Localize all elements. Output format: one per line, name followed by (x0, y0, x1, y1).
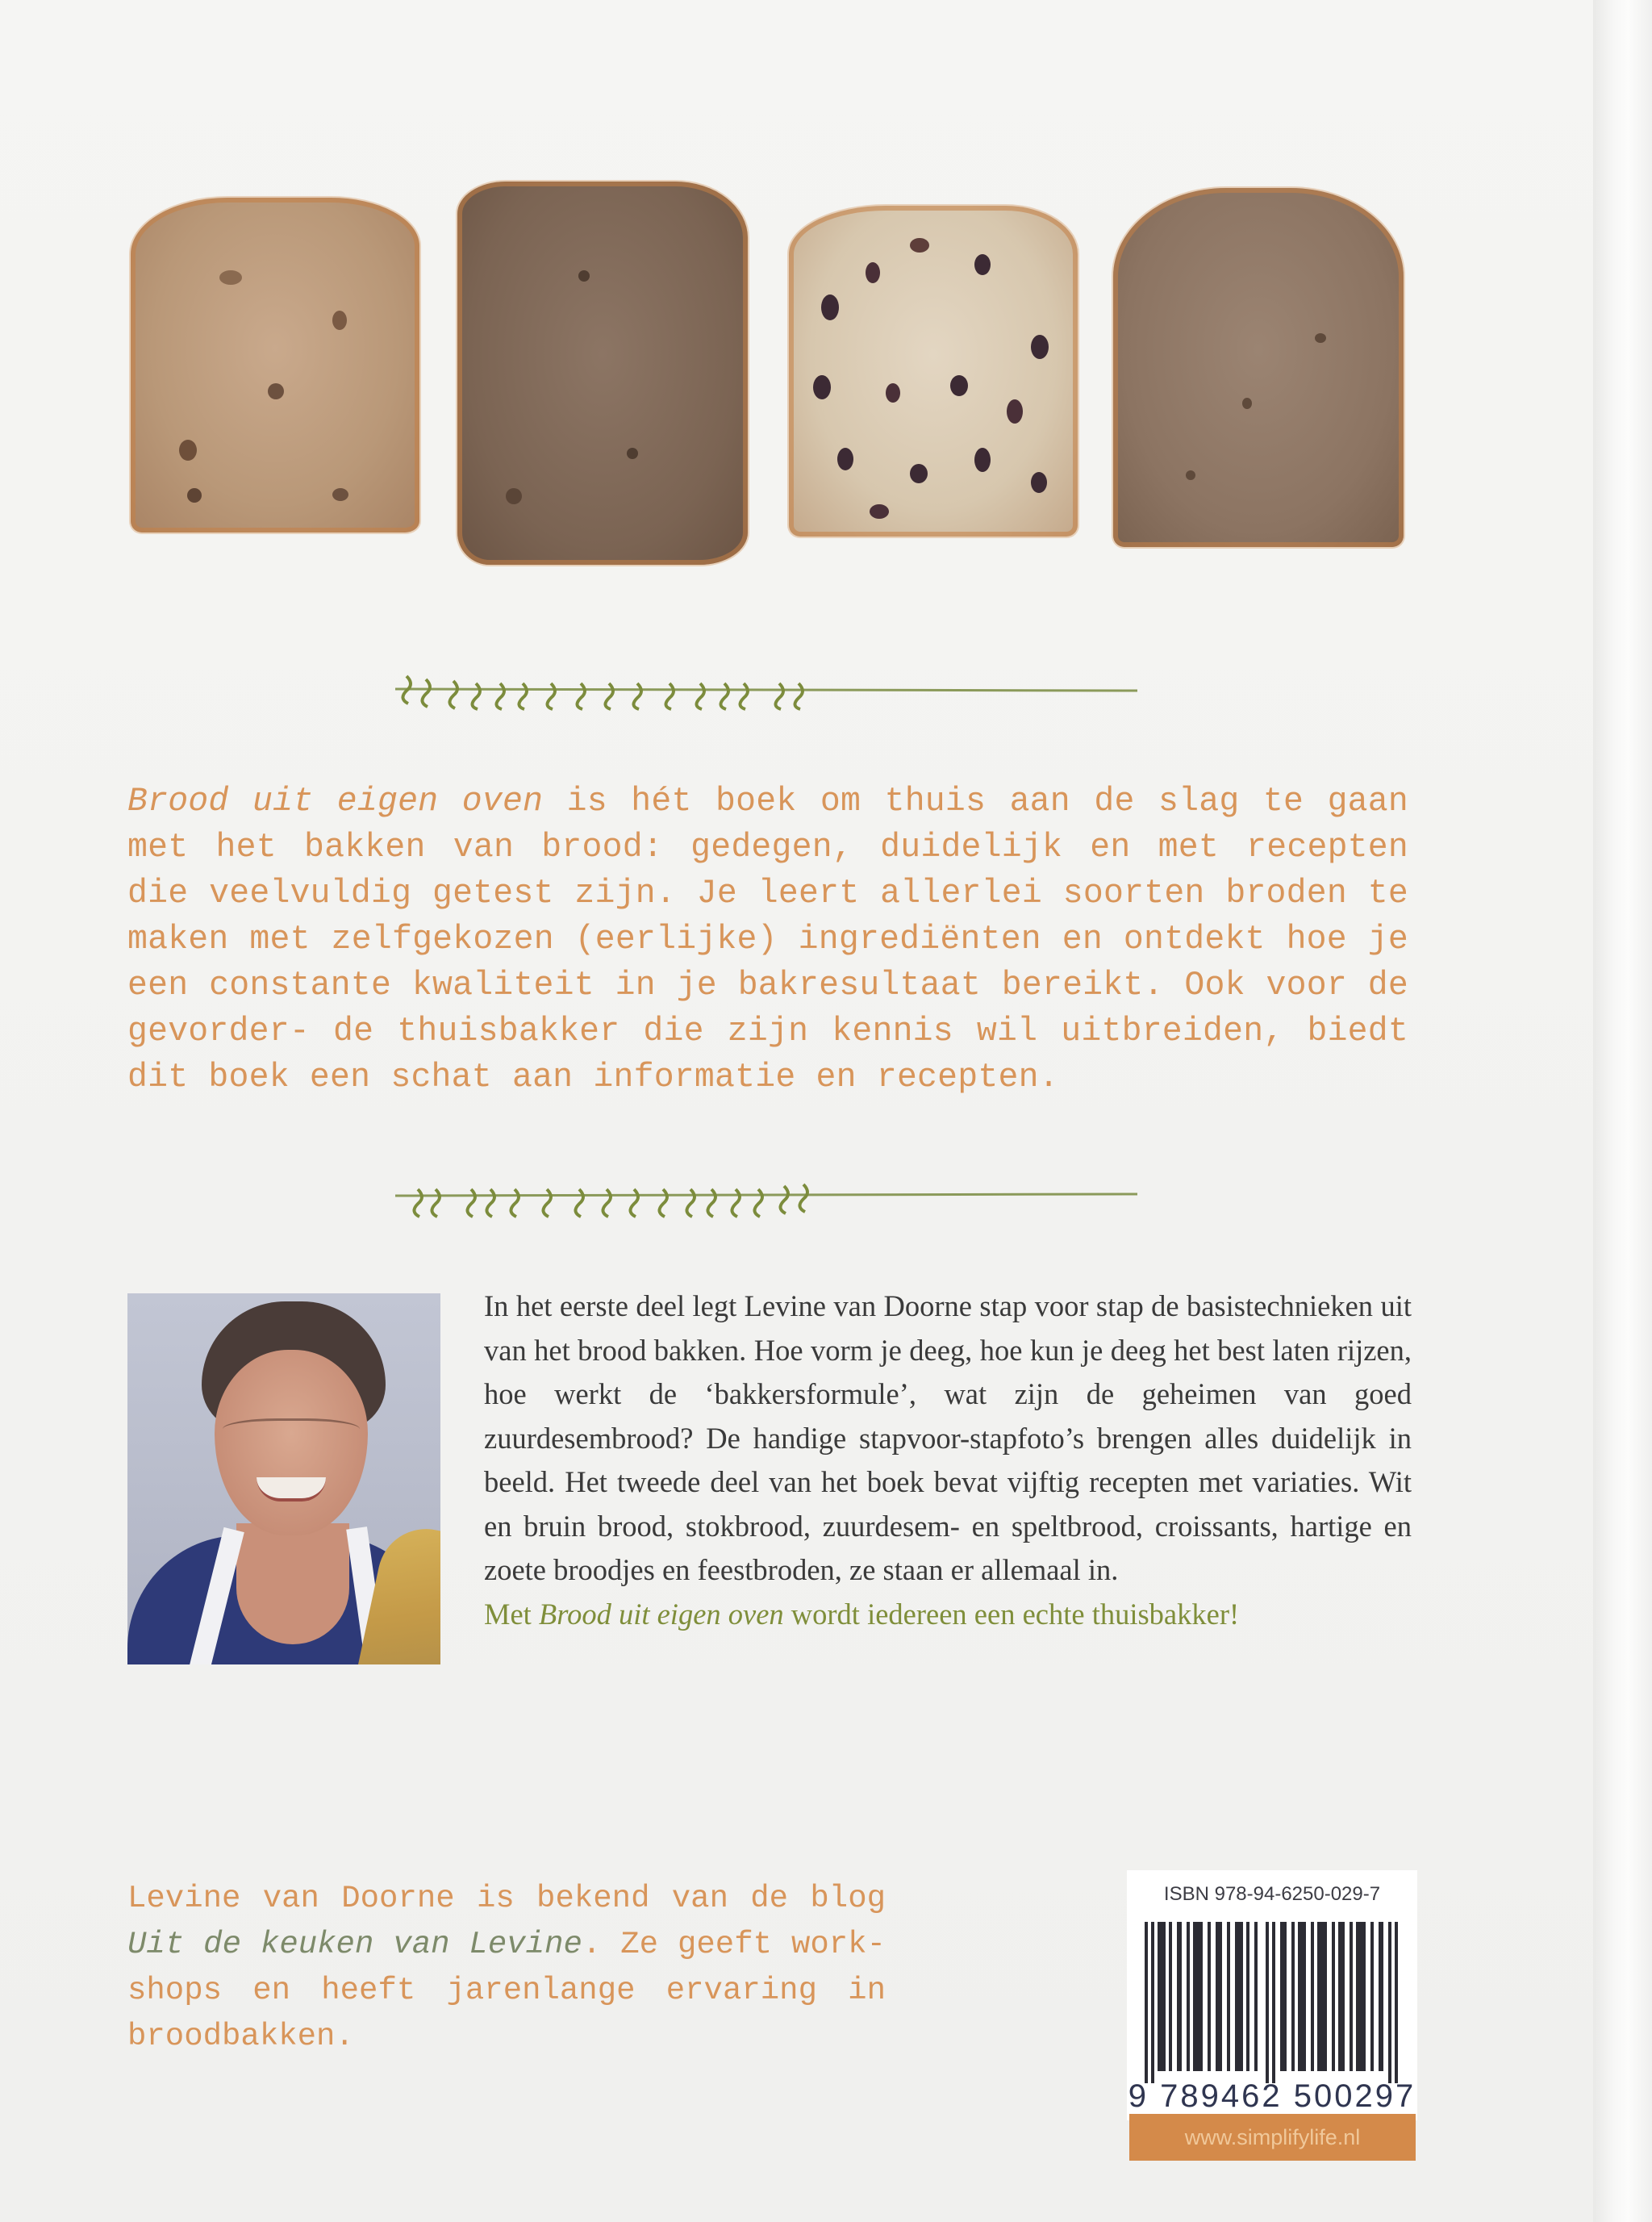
bread-slice-dark-brown (457, 182, 748, 565)
stitched-divider-top (395, 663, 1137, 712)
publisher-url: www.simplifylife.nl (1129, 2114, 1416, 2161)
barcode-digits: 9 789462 500297 (1128, 2078, 1416, 2114)
blog-name: Uit de keuken van Levine (127, 1927, 582, 1962)
intro-book-title: Brood uit eigen oven (127, 783, 544, 821)
bread-slice-wholegrain (1113, 188, 1404, 547)
bread-slice-raisin-wheat (131, 198, 419, 533)
stitched-divider-middle (395, 1172, 1137, 1220)
isbn-label: ISBN 978-94-6250-029-7 (1163, 1883, 1381, 1905)
tagline: Met Brood uit eigen oven wordt iedereen een echte thuisbakker! (484, 1597, 1240, 1631)
bread-slice-raisin-white (789, 206, 1078, 537)
barcode-bars (1145, 1922, 1401, 2083)
bread-slices-row (0, 0, 1652, 613)
description-paragraph: In het eerste deel legt Levine van Doorne stap voor stap de basistechnieken uit van het brood bakken. Hoe vorm je deeg, hoe kun je deeg het best laten rijzen, hoe werkt de ‘bakkersformule’, wat zijn de geheimen van goed zuurdesembrood? De handige stapvoor-stapfoto’s brengen alles duidelijk in beeld. Het tweede deel van het boek bevat vijftig recepten met variaties. Wit en bruin brood, stokbrood, zuurdesem- en speltbrood, croissants, hartige en zoete broodjes en feestbroden, ze staan er allemaal in. (484, 1289, 1412, 1586)
description-block (484, 1284, 1412, 1636)
intro-paragraph (127, 779, 1408, 1101)
intro-text: is hét boek om thuis aan de slag te gaan met het bakken van brood: gedegen, duidelijk en met recepten die veelvuldig getest zijn. Je leert allerlei soorten broden te maken met zelfgekozen (eerlijke) ingrediënten en ontdekt hoe je een constante kwaliteit in je bakresultaat bereikt. Ook voor de gevorder- de thuisbakker die zijn kennis wil uitbreiden, biedt dit boek een schat aan informatie en recepten. (127, 783, 1408, 1096)
author-photo (127, 1293, 440, 1664)
tagline-book-title: Brood uit eigen oven (538, 1597, 784, 1631)
author-bio: Levine van Doorne is bekend van de blog Uit de keuken van Levine. Ze geeft workshops en heeft jarenlange ervaring in broodbakken. (127, 1881, 886, 2054)
isbn-barcode (1127, 1870, 1417, 2120)
